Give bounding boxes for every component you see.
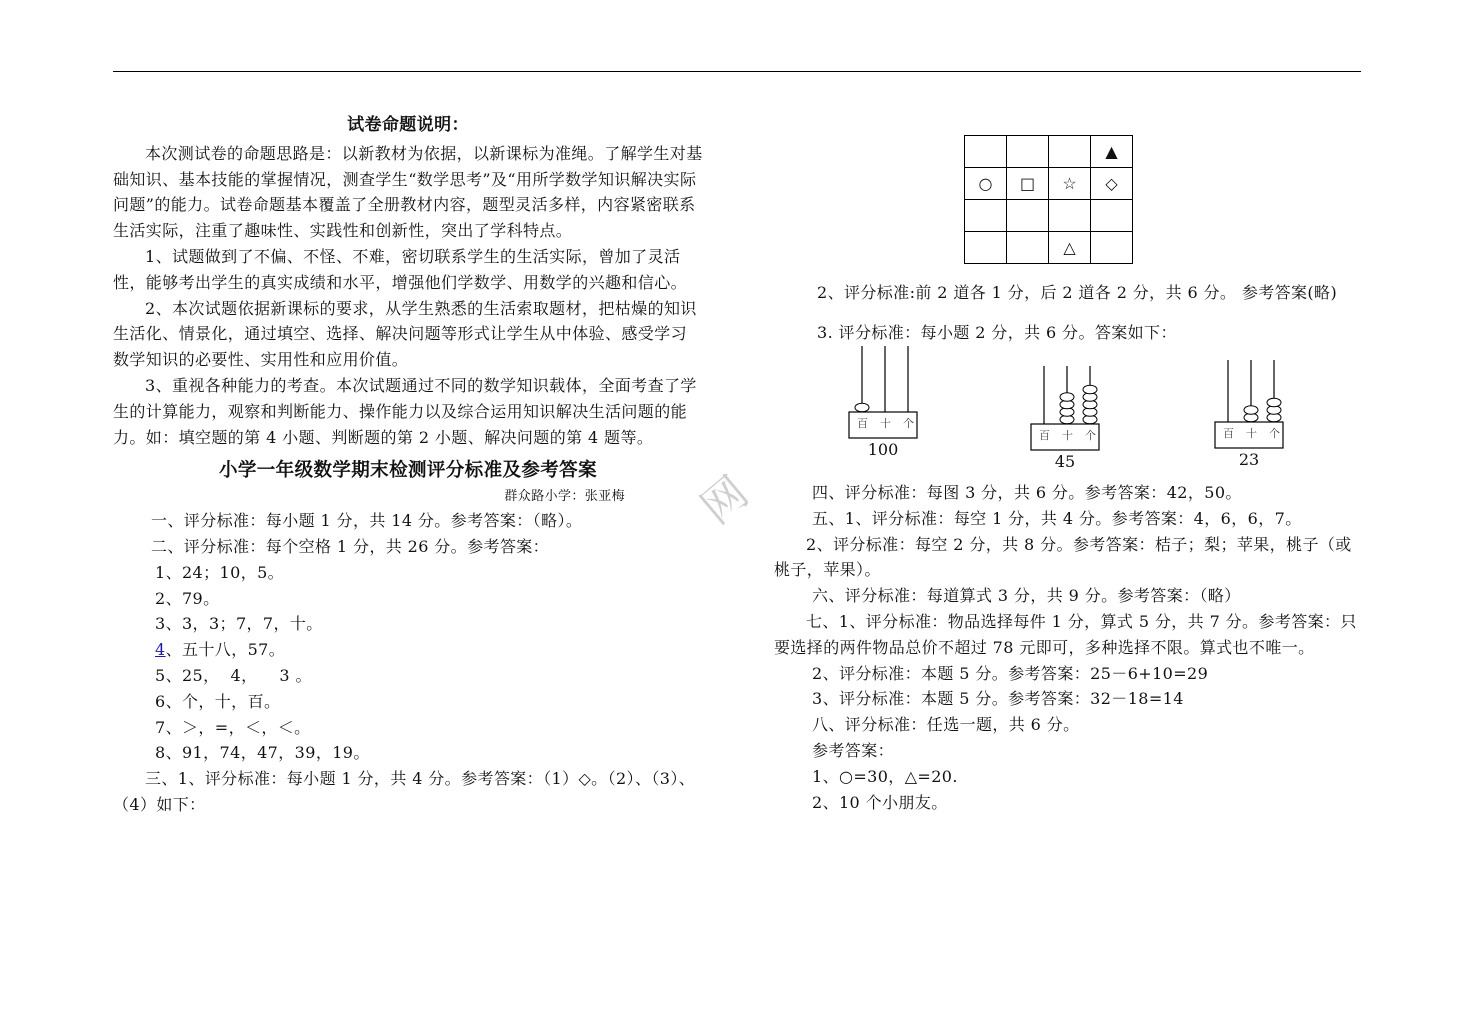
answer-item: 1、24；10，5。 — [155, 562, 285, 582]
diamond-icon: ◇ — [1091, 168, 1133, 200]
abacus-value: 100 — [867, 440, 899, 459]
place-value-label: 十 — [1062, 429, 1073, 442]
place-value-label: 个 — [1085, 429, 1096, 442]
grid-cell — [965, 136, 1007, 168]
place-value-label: 个 — [903, 417, 914, 430]
answer-item: 8、91，74，47，39，19。 — [155, 743, 370, 763]
answer-item — [113, 637, 703, 663]
section-7-1: 七、1、评分标准：物品选择每件 1 分，算式 5 分，共 7 分。参考答案：只要选择的两件物品总价不超过 78 元即可，多种选择不限。算式也不唯一。 — [774, 611, 1357, 657]
grid-cell — [1091, 232, 1133, 264]
section-8: 八、评分标准：任选一题，共 6 分。 — [812, 715, 1080, 735]
grid-cell — [1049, 136, 1091, 168]
section-8-ref: 参考答案： — [812, 740, 895, 760]
section-5-1: 五、1、评分标准：每空 1 分，共 4 分。参考答案：4，6，6，7。 — [812, 508, 1302, 528]
section-3-1: 三、1、评分标准：每小题 1 分，共 4 分。参考答案：（1）◇。（2）、（3）、（4）如下： — [113, 769, 696, 814]
abacus-bead — [855, 403, 869, 412]
grid-cell — [1007, 200, 1049, 232]
grid-cell — [965, 200, 1007, 232]
section-1: 一、评分标准：每小题 1 分，共 14 分。参考答案：（略）。 — [151, 511, 583, 531]
grid-cell — [1007, 136, 1049, 168]
place-value-label: 个 — [1269, 427, 1280, 440]
abacus-100 — [848, 342, 918, 459]
circle-icon: ○ — [965, 168, 1007, 200]
left-column — [113, 110, 703, 818]
abacus-value: 23 — [1238, 450, 1260, 469]
place-value-label: 十 — [1246, 427, 1257, 440]
section-4: 四、评分标准：每图 3 分，共 6 分。参考答案：42，50。 — [812, 483, 1242, 502]
section-3-2: 2、评分标准:前 2 道各 1 分，后 2 道各 2 分，共 6 分。 参考答案(略) — [817, 283, 1338, 302]
answer-item: 2、79。 — [155, 588, 220, 608]
section-8-answer: 2、10 个小朋友。 — [812, 792, 948, 812]
abacus-bead — [1244, 406, 1258, 415]
grid-cell — [1091, 200, 1133, 232]
abacus-45 — [1030, 362, 1100, 471]
answer-item: 3、3，3；7，7，十。 — [155, 614, 323, 634]
section-7-3: 3、评分标准：本题 5 分。参考答案：32－18=14 — [812, 689, 1184, 709]
answer-item: 6、个，十，百。 — [155, 691, 281, 711]
grid-cell — [965, 232, 1007, 264]
intro-title: 试卷命题说明： — [347, 115, 469, 135]
grid-cell — [1049, 200, 1091, 232]
header-rule — [113, 71, 1361, 72]
place-value-label: 十 — [880, 417, 891, 430]
answer-item-text: 、五十八，57。 — [165, 640, 286, 660]
filled-triangle-icon: ▲ — [1091, 136, 1133, 168]
section-8-answer: 1、○=30，△=20. — [812, 766, 958, 786]
place-value-label: 百 — [857, 417, 868, 430]
section-5-2: 2、评分标准：每空 2 分，共 8 分。参考答案：桔子；梨；苹果，桃子（或桃子，苹果）。 — [774, 534, 1352, 580]
triangle-icon: △ — [1049, 232, 1091, 264]
intro-paragraph: 本次测试卷的命题思路是：以新教材为依据，以新课标为准绳。了解学生对基础知识、基本技能的掌握情况，测查学生“数学思考”及“用所学数学知识解决实际问题”的能力。试卷命题基本覆盖了全册教材内容，题型灵活多样，内容紧密联系生活实际，注重了趣味性、实践性和创新性，突出了学科特点。 — [113, 143, 703, 241]
section-3-3: 3. 评分标准：每小题 2 分，共 6 分。答案如下： — [817, 323, 1177, 342]
answers-title: 小学一年级数学期末检测评分标准及参考答案 — [218, 460, 597, 482]
grid-cell — [1007, 232, 1049, 264]
shape-grid — [964, 135, 1133, 264]
item-4-link[interactable]: 4 — [155, 640, 166, 660]
answer-item: 5、25， 4， 3 。 — [155, 665, 312, 685]
star-icon: ☆ — [1049, 168, 1091, 200]
intro-paragraph: 1、试题做到了不偏、不怪、不难，密切联系学生的生活实际，曾加了灵活性，能够考出学生的真实成绩和水平，增强他们学数学、用数学的兴趣和信心。 — [113, 246, 688, 292]
place-value-label: 百 — [1223, 427, 1234, 440]
right-column — [774, 480, 1364, 815]
section-2: 二、评分标准：每个空格 1 分，共 26 分。参考答案： — [151, 536, 550, 556]
answer-item: 7、＞，=，＜，＜。 — [155, 717, 311, 737]
abacus-bead — [1267, 398, 1281, 407]
section-7-2: 2、评分标准：本题 5 分。参考答案：25－6+10=29 — [812, 663, 1209, 683]
abacus-23 — [1214, 356, 1284, 469]
square-icon: □ — [1007, 168, 1049, 200]
intro-paragraph: 3、重视各种能力的考查。本次试题通过不同的数学知识载体，全面考查了学生的计算能力，观察和判断能力、操作能力以及综合运用知识解决生活问题的能力。如：填空题的第 4 小题、判断题的第 2 小题、解决问题的第 4 题等。 — [113, 375, 697, 447]
watermark: 网 — [691, 466, 759, 535]
place-value-label: 百 — [1039, 429, 1050, 442]
section-6: 六、评分标准：每道算式 3 分，共 9 分。参考答案：（略） — [812, 586, 1241, 606]
intro-paragraph: 2、本次试题依据新课标的要求，从学生熟悉的生活索取题材，把枯燥的知识生活化、情景化，通过填空、选择、解决问题等形式让学生从中体验、感受学习数学知识的必要性、实用性和应用价值。 — [113, 298, 697, 370]
abacus-value: 45 — [1054, 452, 1076, 471]
abacus-bead — [1083, 385, 1097, 394]
abacus-bead — [1060, 393, 1074, 402]
author: 群众路小学：张亚梅 — [504, 489, 625, 505]
